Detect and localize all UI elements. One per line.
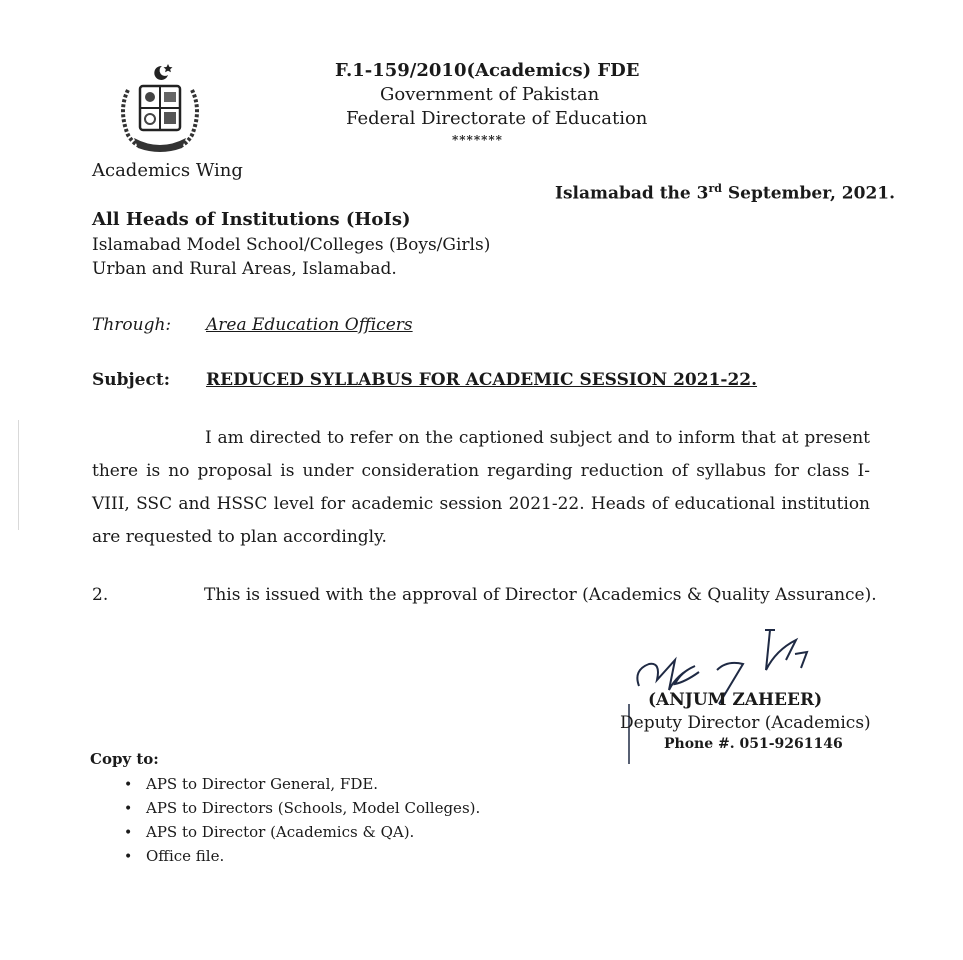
letter-date: Islamabad the 3rd September, 2021. — [555, 182, 896, 204]
government-title: Government of Pakistan — [380, 84, 600, 105]
signatory-phone: Phone #. 051-9261146 — [664, 736, 843, 752]
header-separator: ******* — [452, 133, 503, 147]
state-emblem-icon — [110, 60, 210, 160]
subject-value: REDUCED SYLLABUS FOR ACADEMIC SESSION 2021-22. — [206, 370, 758, 390]
signatory-title: Deputy Director (Academics) — [620, 713, 871, 733]
recipient-line-2: Islamabad Model School/Colleges (Boys/Girls) — [92, 235, 491, 255]
bullet-icon: • — [124, 825, 133, 841]
copy-to-label: Copy to: — [90, 750, 159, 768]
recipient-line-3: Urban and Rural Areas, Islamabad. — [92, 259, 397, 279]
list-item: • APS to Director General, FDE. — [124, 775, 379, 793]
subject-label: Subject: — [92, 370, 170, 390]
recipient-title: All Heads of Institutions (HoIs) — [92, 209, 411, 230]
list-item: • APS to Director (Academics & QA). — [124, 823, 415, 841]
bullet-icon: • — [124, 777, 133, 793]
wing-label: Academics Wing — [92, 160, 243, 181]
scan-margin-line — [18, 420, 19, 530]
list-item: • Office file. — [124, 847, 225, 865]
through-label: Through: — [92, 315, 172, 335]
bullet-icon: • — [124, 801, 133, 817]
file-reference: F.1-159/2010(Academics) FDE — [335, 60, 640, 81]
list-item: • APS to Directors (Schools, Model Colleges). — [124, 799, 481, 817]
paragraph-1: I am directed to refer on the captioned subject and to inform that at present there is no proposal is under consideration regarding reduction of syllabus for class I-VIII, SSC and HSSC level for academic session 2021-22. Heads of educational institution are requested to plan accordingly. — [92, 428, 870, 547]
paragraph-2-number: 2. — [92, 585, 109, 605]
bullet-icon: • — [124, 849, 133, 865]
paragraph-2-text: This is issued with the approval of Director (Academics & Quality Assurance). — [204, 585, 877, 605]
signatory-name: (ANJUM ZAHEER) — [648, 690, 823, 710]
through-value: Area Education Officers — [206, 315, 413, 335]
copy-to-list — [124, 774, 480, 870]
directorate-title: Federal Directorate of Education — [346, 108, 648, 129]
